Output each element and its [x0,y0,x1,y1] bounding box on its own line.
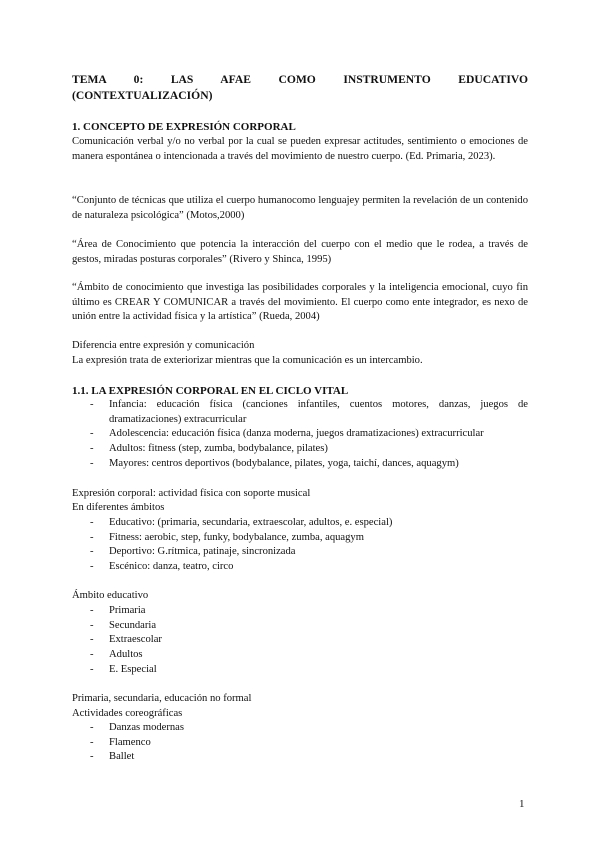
ambito-educativo-title: Ámbito educativo [72,590,149,601]
ambitos-intro: En diferentes ámbitos [72,502,165,513]
list-item: - Deportivo: G.rítmica, patinaje, sincronizada [72,545,528,560]
list-item: - Ballet [72,750,528,765]
list-item: - Danzas modernas [72,721,528,736]
page-number: 1 [519,798,525,810]
quote-rivero: “Área de Conocimiento que potencia la interacción del cuerpo con el medio que le rodea, a través de gestos, miradas posturas corporales” (Rivero y Shinca, 1995) [72,239,528,265]
list-item: - Adultos: fitness (step, zumba, bodybalance, pilates) [72,442,528,457]
list-item: - Extraescolar [72,633,528,648]
list-item: - Adolescencia: educación física (danza moderna, juegos dramatizaciones) extracurricular [72,427,528,442]
ambitos-list [72,516,528,575]
list-item: - Escénico: danza, teatro, circo [72,560,528,575]
list-item: - Flamenco [72,736,528,751]
document-title: TEMA 0: LAS AFAE COMO INSTRUMENTO EDUCATIVO [72,73,528,86]
list-item: - Fitness: aerobic, step, funky, bodybalance, zumba, aquagym [72,531,528,546]
list-item: - Adultos [72,648,528,663]
difference-title: Diferencia entre expresión y comunicación [72,340,255,351]
actividades-coreograficas-line: Actividades coreográficas [72,708,183,719]
section-heading-ciclo-vital: 1.1. LA EXPRESIÓN CORPORAL EN EL CICLO VITAL [72,385,349,397]
list-item: - Primaria [72,604,528,619]
primaria-line: Primaria, secundaria, educación no formal [72,693,252,704]
definition-paragraph: Comunicación verbal y/o no verbal por la cual se pueden expresar actitudes, sentimiento o emociones de manera espontánea o intencionada a través del movimiento de nuestro cuerpo. (Ed. Primaria, 2023). [72,136,528,162]
list-item: - Secundaria [72,619,528,634]
list-item: - E. Especial [72,663,528,678]
list-item: - Educativo: (primaria, secundaria, extraescolar, adultos, e. especial) [72,516,528,531]
ambito-educativo-list [72,604,528,678]
quote-motos: “Conjunto de técnicas que utiliza el cuerpo humanocomo lenguajey permiten la revelación de un contenido de naturaleza psicológica” (Motos,2000) [72,195,528,221]
difference-text: La expresión trata de exteriorizar mientras que la comunicación es un intercambio. [72,355,423,366]
list-item: - Infancia: educación física (canciones infantiles, cuentos motores, danzas, juegos de dramatizaciones) extracurricular [72,398,528,427]
ciclo-vital-list [72,398,528,472]
quote-rueda: “Ámbito de conocimiento que investiga las posibilidades corporales y la inteligencia emocional, cuyo fin último es CREAR Y COMUNICAR a través del movimiento. El cuerpo como ente integrador, es nexo de unión entre la actividad física y la artística” (Rueda, 2004) [72,282,528,323]
expresion-corporal-line: Expresión corporal: actividad física con soporte musical [72,488,311,499]
document-subtitle: (CONTEXTUALIZACIÓN) [72,89,213,102]
coreografias-list [72,721,528,765]
section-heading-concepto: 1. CONCEPTO DE EXPRESIÓN CORPORAL [72,121,296,133]
list-item: - Mayores: centros deportivos (bodybalance, pilates, yoga, taichí, dances, aquagym) [72,457,528,472]
